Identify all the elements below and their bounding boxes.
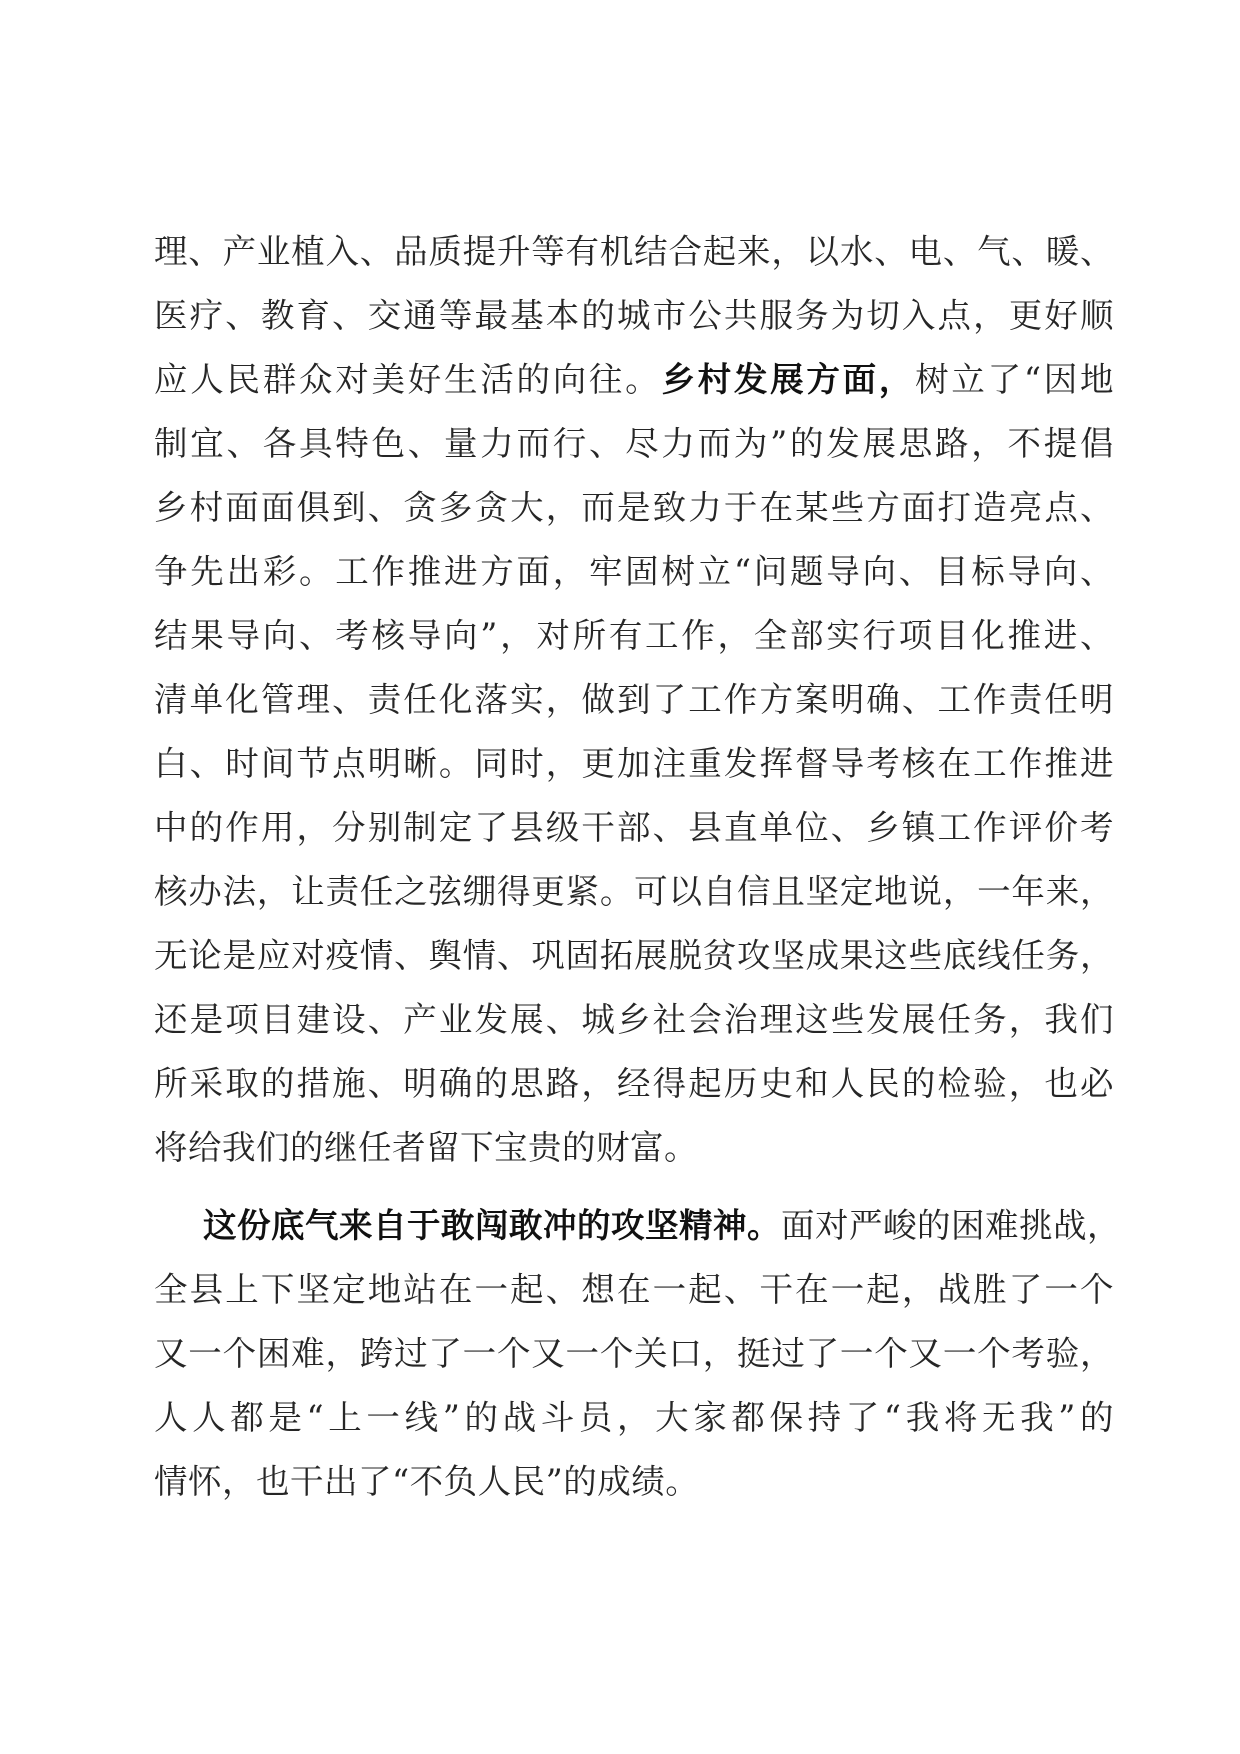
text-line: 医疗、教育、交通等最基本的城市公共服务为切入点，更好顺 — [154, 296, 1114, 335]
text-line: 无论是应对疫情、舆情、巩固拓展脱贫攻坚成果这些底线任务， — [154, 936, 1114, 975]
text-line: 所采取的措施、明确的思路，经得起历史和人民的检验，也必 — [154, 1064, 1114, 1103]
bold-heading-phrase: 乡村发展方面， — [661, 360, 916, 399]
paragraph-spacer — [154, 1180, 1114, 1194]
text-segment: 应人民群众对美好生活的向往。 — [154, 360, 662, 399]
text-line: 核办法，让责任之弦绷得更紧。可以自信且坚定地说，一年来， — [154, 872, 1114, 911]
text-segment: 面对严峻的困难挑战， — [781, 1206, 1121, 1245]
text-line: 人人都是“上一线”的战斗员，大家都保持了“我将无我”的 — [154, 1398, 1114, 1437]
text-line: 白、时间节点明晰。同时，更加注重发挥督导考核在工作推进 — [154, 744, 1114, 783]
text-line: 争先出彩。工作推进方面，牢固树立“问题导向、目标导向、 — [154, 552, 1114, 591]
text-line: 全县上下坚定地站在一起、想在一起、干在一起，战胜了一个 — [154, 1270, 1114, 1309]
text-line-mixed — [154, 1194, 1121, 1258]
text-line: 中的作用，分别制定了县级干部、县直单位、乡镇工作评价考 — [154, 808, 1114, 847]
text-line: 还是项目建设、产业发展、城乡社会治理这些发展任务，我们 — [154, 1000, 1114, 1039]
text-line: 情怀，也干出了“不负人民”的成绩。 — [154, 1462, 700, 1501]
paragraph-2 — [154, 1194, 1121, 1514]
text-line: 理、产业植入、品质提升等有机结合起来，以水、电、气、暖、 — [154, 232, 1114, 271]
document-body — [154, 220, 1121, 1514]
text-line: 将给我们的继任者留下宝贵的财富。 — [154, 1128, 698, 1167]
text-segment: 树立了“因地 — [915, 360, 1114, 399]
text-line: 制宜、各具特色、量力而行、尽力而为”的发展思路，不提倡 — [154, 424, 1114, 463]
paragraph-1 — [154, 220, 1114, 1180]
bold-lead-sentence: 这份底气来自于敢闯敢冲的攻坚精神。 — [203, 1206, 781, 1245]
text-line: 清单化管理、责任化落实，做到了工作方案明确、工作责任明 — [154, 680, 1114, 719]
text-line: 结果导向、考核导向”，对所有工作，全部实行项目化推进、 — [154, 616, 1114, 655]
text-line: 乡村面面俱到、贪多贪大，而是致力于在某些方面打造亮点、 — [154, 488, 1114, 527]
text-line-mixed — [154, 348, 1114, 412]
text-line: 又一个困难，跨过了一个又一个关口，挺过了一个又一个考验， — [154, 1334, 1114, 1373]
